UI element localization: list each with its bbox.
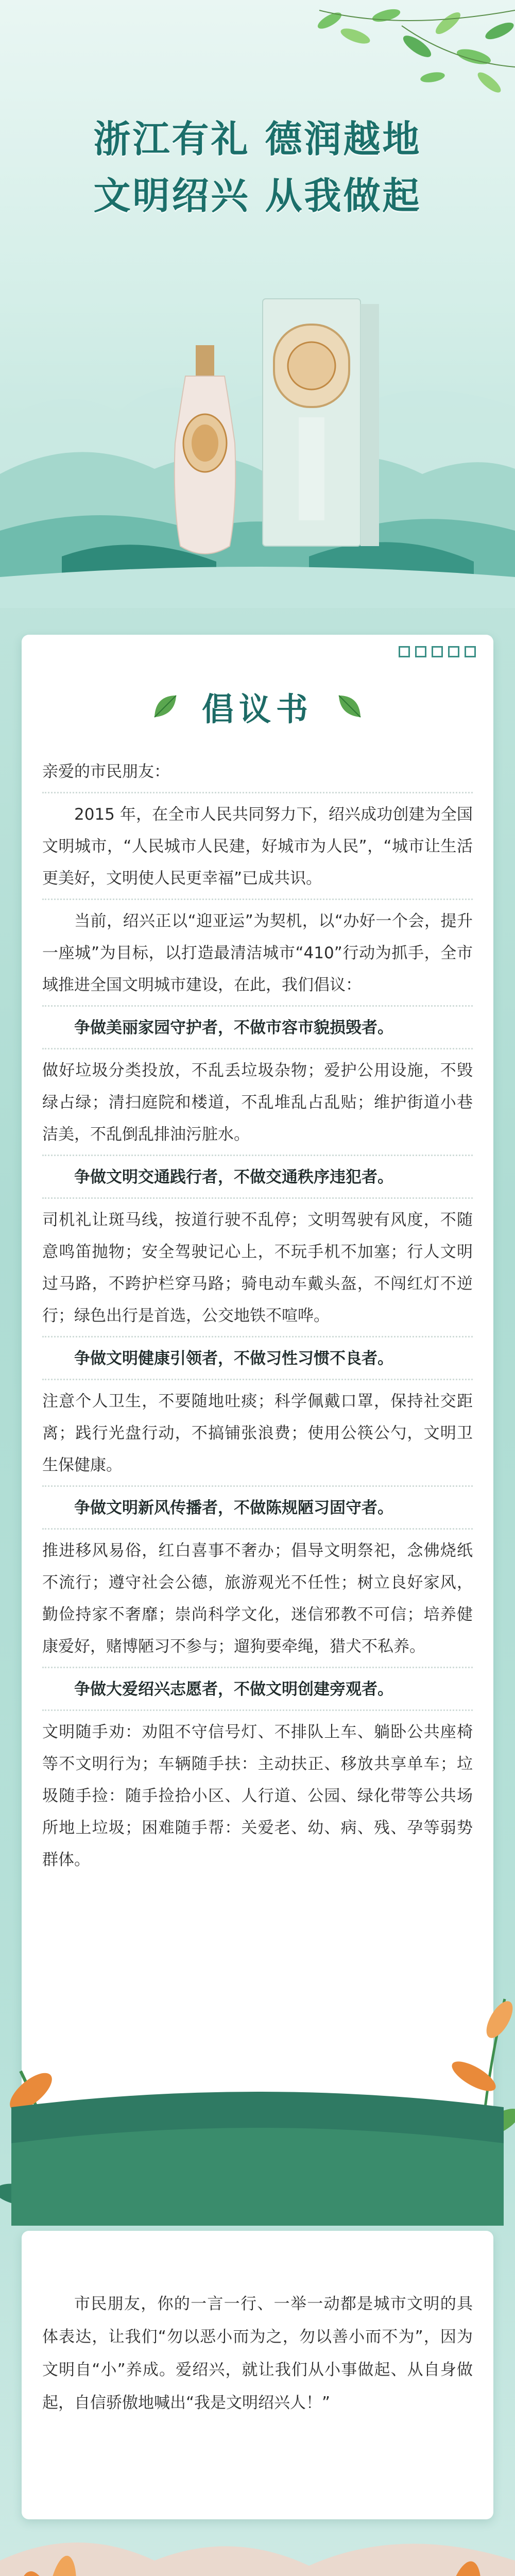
leaf-icon-right: [334, 690, 365, 721]
leaves-decoration: [299, 0, 515, 98]
headline-line-2: 文明绍兴 从我做起: [93, 174, 422, 217]
square-decoration: [399, 646, 476, 657]
section-body: 注意个人卫生，不要随地吐痰；科学佩戴口罩，保持社交距离；践行光盘行动，不搞铺张浪费；使用公筷公勺，文明卫生保健康。: [42, 1392, 473, 1475]
section-heading: 争做大爱绍兴志愿者，不做文明创建旁观者。: [74, 1680, 393, 1699]
section-body: 做好垃圾分类投放，不乱丢垃圾杂物；爱护公用设施，不毁绿占绿；清扫庭院和楼道，不乱堆乱占乱贴；维护街道小巷洁美，不乱倒乱排油污脏水。: [42, 1061, 473, 1144]
section-body: 推进移风易俗，红白喜事不奢办；倡导文明祭祀，念佛烧纸不流行；遵守社会公德，旅游观光不任性；树立良好家风，勤俭持家不奢靡；崇尚科学文化，迷信邪教不可信；培养健康爱好，赌博陋习不参与；遛狗要牵绳，猎犬不私养。: [42, 1541, 473, 1656]
wave-decoration: [11, 2087, 504, 2226]
hero-banner: [0, 0, 515, 613]
footer-landscape: [0, 2514, 515, 2576]
section-heading: 争做文明新风传播者，不做陈规陋习固守者。: [74, 1499, 393, 1517]
intro-paragraph-1: 2015 年，在全市人民共同努力下，绍兴成功创建为全国文明城市，“人民城市人民建，好城市为人民”，“城市让生活更美好，文明使人民更幸福”已成共识。: [42, 805, 473, 888]
section-heading: 争做文明健康引领者，不做习性习惯不良者。: [74, 1349, 393, 1368]
proposal-body: [42, 756, 473, 1876]
headline-line-1: 浙江有礼 德润越地: [93, 117, 422, 161]
section-heading: 争做文明交通践行者，不做交通秩序违犯者。: [74, 1168, 393, 1187]
proposal-title: 倡议书: [201, 690, 313, 728]
liquor-bottle-and-box: [144, 289, 402, 598]
section-body: 文明随手劝：劝阻不守信号灯、不排队上车、躺卧公共座椅等不文明行为；车辆随手扶：主动扶正、移放共享单车；垃圾随手捡：随手捡拾小区、人行道、公园、绿化带等公共场所地上垃圾；困难随手帮：关爱老、幼、病、残、孕等弱势群体。: [42, 1723, 473, 1869]
intro-paragraph-2: 当前，绍兴正以“迎亚运”为契机，以“办好一个会，提升一座城”为目标，以打造最清洁城市“410”行动为抓手，全市域推进全国文明城市建设，在此，我们倡议：: [42, 912, 473, 994]
section-body: 司机礼让斑马线，按道行驶不乱停；文明驾驶有风度，不随意鸣笛抛物；安全驾驶记心上，不玩手机不加塞；行人文明过马路，不跨护栏穿马路；骑电动车戴头盔，不闯红灯不逆行；绿色出行是首选，公交地铁不喧哗。: [42, 1211, 473, 1325]
closing-text: 市民朋友，你的一言一行、一举一动都是城市文明的具体表达，让我们“勿以恶小而为之，勿以善小而不为”，因为文明自“小”养成。爱绍兴，就让我们从小事做起、从自身做起，自信骄傲地喊出“我是文明绍兴人！”: [42, 2295, 473, 2412]
greeting: 亲爱的市民朋友：: [42, 762, 170, 781]
headline: [0, 111, 515, 224]
closing-card: [22, 2231, 493, 2519]
section-heading: 争做美丽家园守护者，不做市容市貌损毁者。: [74, 1019, 393, 1037]
